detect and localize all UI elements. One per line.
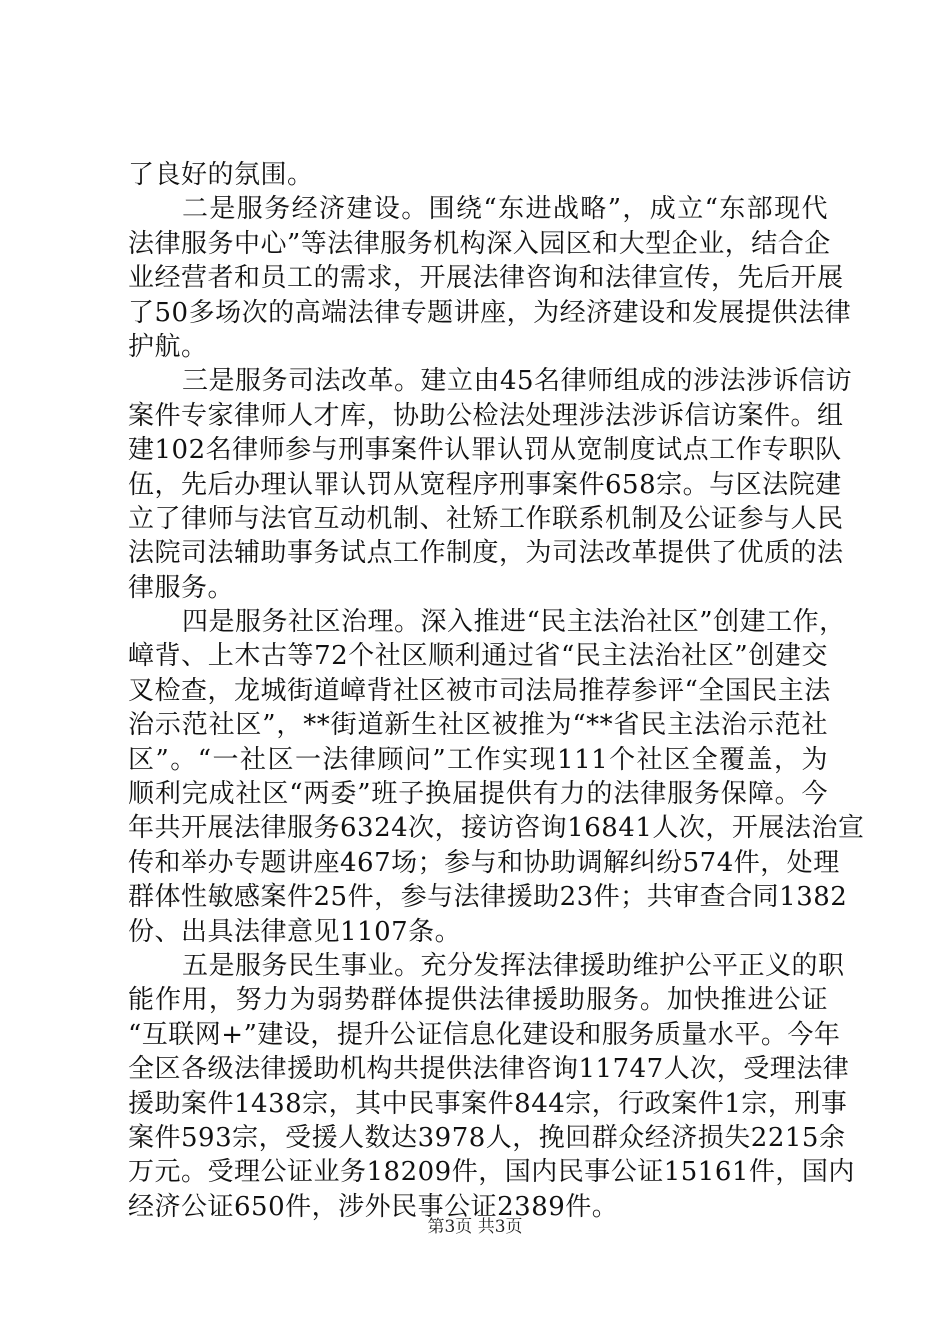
text-line: 能作用，努力为弱势群体提供法律援助服务。加快推进公证 xyxy=(128,985,828,1016)
text-line: 份、出具法律意见1107条。 xyxy=(128,916,462,947)
text-line: 法律服务中心”等法律服务机构深入园区和大型企业，结合企 xyxy=(128,228,831,259)
text-line: “互联网+”建设，提升公证信息化建设和服务质量水平。今年 xyxy=(128,1019,841,1050)
text-line: 伍，先后办理认罪认罚从宽程序刑事案件658宗。与区法院建 xyxy=(128,469,842,500)
page-footer: 第3页 共3页 xyxy=(427,1217,523,1237)
text-line: 案件专家律师人才库，协助公检法处理涉法涉诉信访案件。组 xyxy=(128,400,844,431)
text-line: 四是服务社区治理。深入推进“民主法治社区”创建工作， xyxy=(182,607,846,638)
text-line: 建102名律师参与刑事案件认罪认罚从宽制度试点工作专职队 xyxy=(128,435,842,466)
text-line: 治示范社区”，**街道新生社区被推为“**省民主法治示范社 xyxy=(128,710,828,741)
text-line: 二是服务经济建设。围绕“东进战略”，成立“东部现代 xyxy=(182,194,828,225)
text-line: 三是服务司法改革。建立由45名律师组成的涉法涉诉信访 xyxy=(182,366,853,397)
text-line: 业经营者和员工的需求，开展法律咨询和法律宣传，先后开展 xyxy=(128,263,844,294)
text-line: 了良好的氛围。 xyxy=(128,160,314,190)
text-line: 护航。 xyxy=(128,331,208,362)
text-line: 了50多场次的高端法律专题讲座，为经济建设和发展提供法律 xyxy=(128,297,852,328)
text-line: 法院司法辅助事务试点工作制度，为司法改革提供了优质的法 xyxy=(128,538,844,569)
text-line: 经济公证650件，涉外民事公证2389件。 xyxy=(128,1191,619,1222)
text-line: 区”。“一社区一法律顾问”工作实现111个社区全覆盖，为 xyxy=(128,744,828,775)
text-line: 顺利完成社区“两委”班子换届提供有力的法律服务保障。今 xyxy=(128,779,828,810)
text-line: 年共开展法律服务6324次，接访咨询16841人次，开展法治宣 xyxy=(128,813,865,844)
text-line: 万元。受理公证业务18209件，国内民事公证15161件，国内 xyxy=(128,1157,855,1188)
text-line: 律服务。 xyxy=(128,572,235,603)
text-line: 传和举办专题讲座467场；参与和协助调解纠纷574件，处理 xyxy=(128,847,840,878)
text-line: 立了律师与法官互动机制、社矫工作联系机制及公证参与人民 xyxy=(128,503,844,534)
text-line: 全区各级法律援助机构共提供法律咨询11747人次，受理法律 xyxy=(128,1054,850,1085)
text-line: 援助案件1438宗，其中民事案件844宗，行政案件1宗，刑事 xyxy=(128,1088,848,1119)
text-line: 五是服务民生事业。充分发挥法律援助维护公平正义的职 xyxy=(182,950,845,981)
text-line: 嶂背、上木古等72个社区顺利通过省“民主法治社区”创建交 xyxy=(128,641,828,672)
text-line: 群体性敏感案件25件，参与法律援助23件；共审查合同1382 xyxy=(128,882,848,913)
text-line: 案件593宗，受援人数达3978人，挽回群众经济损失2215余 xyxy=(128,1122,846,1153)
text-line: 叉检查，龙城街道嶂背社区被市司法局推荐参评“全国民主法 xyxy=(128,675,831,706)
document-body xyxy=(128,158,865,1224)
